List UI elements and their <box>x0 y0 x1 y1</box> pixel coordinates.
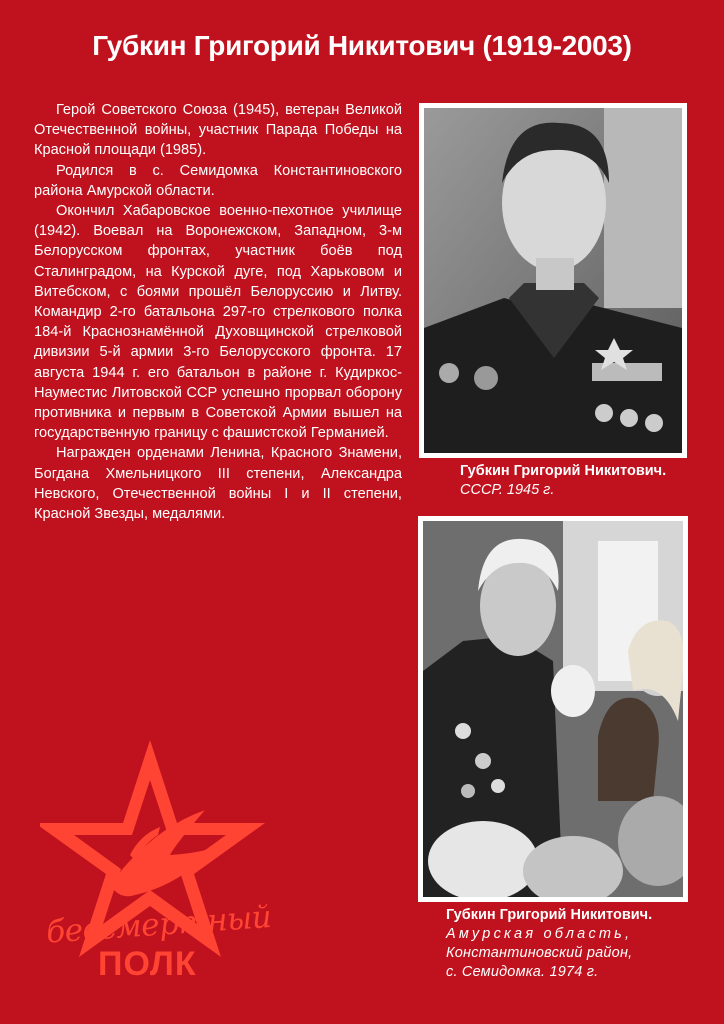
caption-name: Губкин Григорий Никитович. <box>446 907 653 923</box>
biography-text <box>34 100 402 524</box>
photo-1945-caption <box>460 462 710 500</box>
caption-line: Амурская область, <box>446 926 633 942</box>
caption-name: Губкин Григорий Никитович. <box>460 463 667 479</box>
bio-paragraph: Герой Советского Союза (1945), ветеран Великой Отечественной войны, участник Парада Победы на Красной площади (1985). <box>34 102 402 159</box>
bio-paragraph: Окончил Хабаровское военно-пехотное училище (1942). Воевал на Воронежском, Западном, 3-м Белорусском фронтах, участник боёв под Сталинградом, на Курской дуге, под Харьковом и Витебском, с боями прошёл Белоруссию и Литву. Командир 2-го батальона 297-го стрелкового полка 184-й Краснознамённой Духовщинской стрелковой дивизии 5-й армии 3-го Белорусского фронта. 17 августа 1944 г. его батальон в районе г. Кудиркос-Науместис Литовской ССР успешно прорвал оборону противника и первым в Советской Армии вышел на государственную границу с фашистской Германией. <box>34 203 402 442</box>
page-title: Губкин Григорий Никитович (1919-2003) <box>92 30 632 61</box>
photo-1974-caption <box>446 906 696 982</box>
group-photo-image <box>423 521 683 897</box>
bio-paragraph: Награжден орденами Ленина, Красного Знамени, Богдана Хмельницкого III степени, Александра Невского, Отечественной войны I и II степени, Красной Звезды, медалями. <box>34 445 402 523</box>
bio-paragraph: Родился в с. Семидомка Константиновского района Амурской области. <box>34 162 402 199</box>
group-photo-1974 <box>418 516 688 902</box>
portrait-photo-1945 <box>419 103 687 458</box>
portrait-photo-image <box>424 108 682 453</box>
caption-line: с. Семидомка. 1974 г. <box>446 964 599 980</box>
logo-text-regiment: ПОЛК <box>98 945 197 983</box>
logo-text-immortal: бессмертный <box>45 898 273 951</box>
caption-line: Константиновский район, <box>446 945 633 961</box>
caption-subtitle: СССР. 1945 г. <box>460 482 555 498</box>
